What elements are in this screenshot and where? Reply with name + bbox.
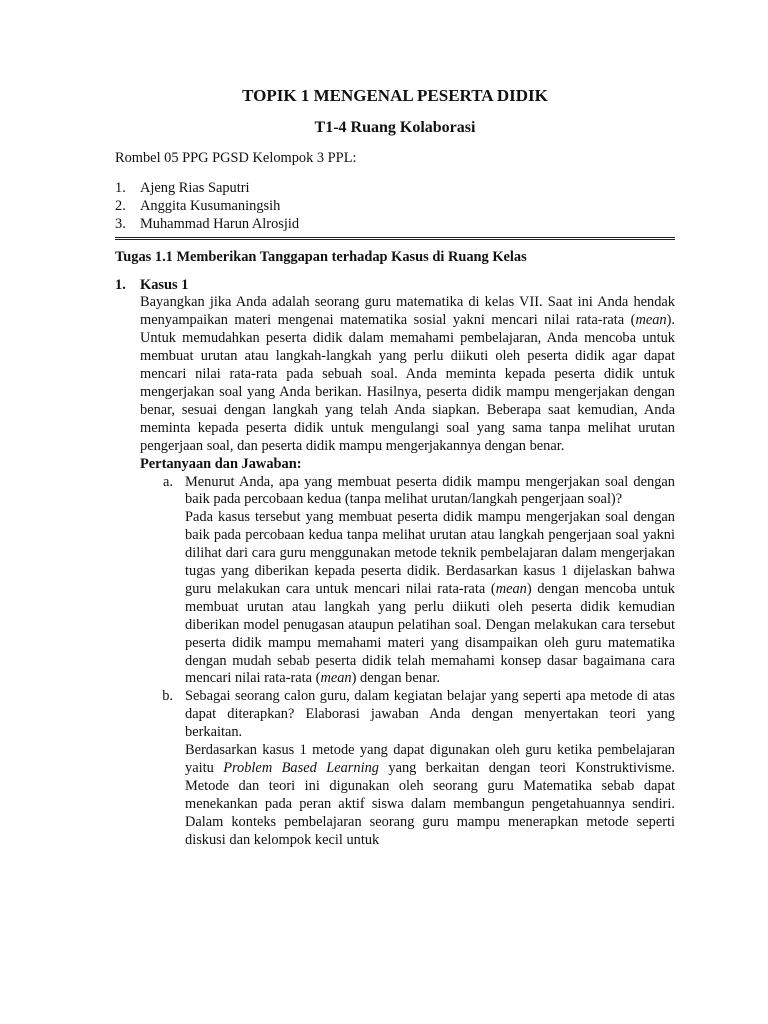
qa-heading: Pertanyaan dan Jawaban: (140, 455, 302, 472)
member-number: 1. (115, 179, 126, 196)
question-text: Menurut Anda, apa yang membuat peserta didik mampu mengerjakan soal dengan baik pada percobaan kedua (tanpa melihat urutan/langkah pengerjaan soal)? (185, 473, 675, 508)
member-name: Ajeng Rias Saputri (140, 179, 250, 196)
case-number: 1. (115, 276, 126, 293)
member-number: 3. (115, 215, 126, 232)
member-name: Anggita Kusumaningsih (140, 197, 281, 214)
question-item-a (140, 474, 675, 689)
answer-text: Pada kasus tersebut yang membuat peserta didik mampu mengerjakan soal dengan baik pada percobaan kedua tanpa melihat urutan atau langkah pengerjaan soal yakni dilihat dari cara guru menggunakan metode teknik pembelajaran dalam mengerjakan tugas yang diberikan kepada peserta didik. Berdasarkan kasus 1 dijelaskan bahwa guru melakukan cara untuk mencari nilai rata-rata (mean) dengan mencoba untuk membuat urutan atau langkah yang perlu diikuti oleh peserta didik kemudian diberikan model penugasan ataupun pelatihan soal. Dengan melakukan cara tersebut peserta didik mampu memahami materi yang disampaikan oleh guru matematika dengan mudah sebab peserta didik telah memahami konsep dasar bagaimana cara mencari nilai rata-rata (mean) dengan benar. (185, 509, 675, 687)
question-letter: a. (163, 473, 173, 490)
member-name: Muhammad Harun Alrosjid (140, 215, 300, 232)
list-item (115, 180, 675, 198)
task-heading: Tugas 1.1 Memberikan Tanggapan terhadap Kasus di Ruang Kelas (115, 248, 527, 265)
case-paragraph: Bayangkan jika Anda adalah seorang guru matematika di kelas VII. Saat ini Anda hendak menyampaikan materi mengenai matematika sosial yakni mencari nilai rata-rata (mean). Untuk memudahkan peserta didik dalam memahami pembelajaran, Anda mencoba untuk membuat urutan atau langkah-langkah yang perlu diikuti oleh peserta didik agar dapat mencari nilai rata-rata pada sebuah soal. Anda meminta kepada peserta didik untuk mengerjakan soal yang Anda berikan. Hasilnya, peserta didik mampu mengerjakan dengan benar, sesuai dengan langkah yang telah Anda siapkan. Beberapa saat kemudian, Anda meminta kepada peserta didik untuk mengulangi soal yang sama tanpa melihat urutan pengerjaan soal, dan peserta didik mampu mengerjakannya dengan benar. (140, 294, 675, 454)
question-item-b (140, 688, 675, 849)
list-item (115, 216, 675, 234)
group-info: Rombel 05 PPG PGSD Kelompok 3 PPL: (115, 150, 357, 166)
question-text: Sebagai seorang calon guru, dalam kegiatan belajar yang seperti apa metode di atas dapat diterapkan? Elaborasi jawaban Anda dengan menyertakan teori yang berkaitan. (185, 688, 675, 741)
emphasis-mean: mean (635, 312, 667, 329)
double-divider (115, 237, 675, 240)
answer-text: Berdasarkan kasus 1 metode yang dapat digunakan oleh guru ketika pembelajaran yaitu Problem Based Learning yang berkaitan dengan teori Konstruktivisme. Metode dan teori ini digunakan oleh seorang guru Matematika sebab dapat menekankan pada peran aktif siswa dalam membangun pengetahuannya sendiri. Dalam konteks pembelajaran seorang guru mampu menerapkan metode seperti diskusi dan kelompok kecil untuk (185, 742, 675, 848)
page-subtitle: T1-4 Ruang Kolaborasi (314, 119, 476, 136)
case-title: Kasus 1 (140, 276, 189, 293)
document-page (115, 86, 675, 850)
question-list (140, 474, 675, 850)
list-item (115, 198, 675, 216)
case-heading (115, 277, 675, 295)
page-title: TOPIK 1 MENGENAL PESERTA DIDIK (242, 86, 548, 105)
member-list (115, 180, 675, 234)
question-letter: b. (162, 688, 173, 705)
member-number: 2. (115, 197, 126, 214)
